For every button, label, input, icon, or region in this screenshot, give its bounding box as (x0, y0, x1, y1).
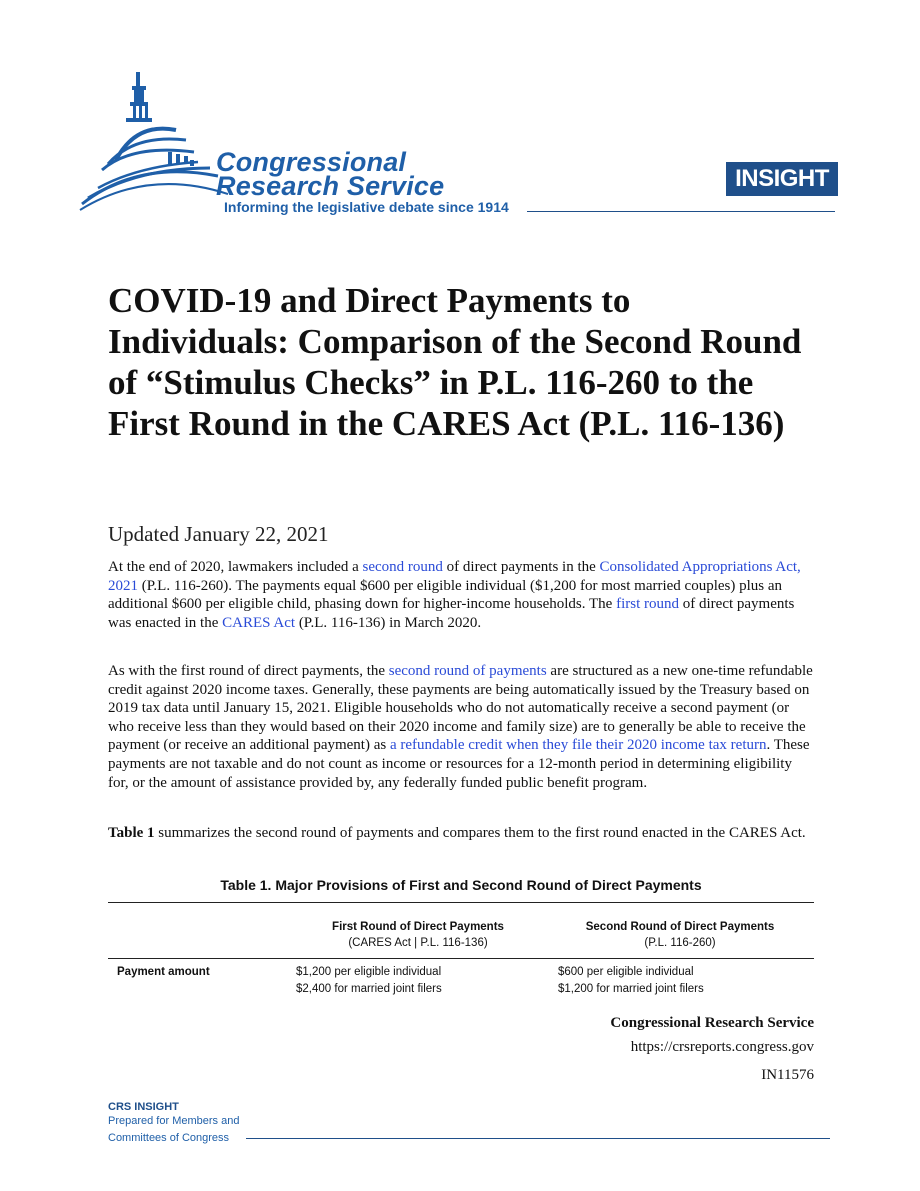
footer-url[interactable]: https://crsreports.congress.gov (630, 1039, 814, 1055)
column-title: Second Round of Direct Payments (585, 921, 775, 933)
text: summarizes the second round of payments and compares them to the first round enacted in the CARES Act. (154, 825, 806, 841)
insight-badge: INSIGHT (726, 162, 838, 196)
link-refundable-credit[interactable]: a refundable credit when they file their 2020 income tax return (389, 737, 767, 754)
table-ref: Table 1 (108, 825, 155, 841)
cell-second-round-amount (558, 964, 704, 998)
row-label-payment-amount: Payment amount (117, 966, 210, 978)
table-header-rule (108, 958, 814, 959)
column-subtitle: (CARES Act | P.L. 116-136) (348, 937, 488, 949)
link-second-round[interactable]: second round (362, 559, 443, 575)
cell-line: $2,400 for married joint filers (296, 983, 442, 995)
text: At the end of 2020, lawmakers included a (108, 559, 363, 575)
cell-line: $1,200 for married joint filers (558, 983, 704, 995)
link-consolidated-appropriations-act[interactable]: Consolidated Appropriations Act, 2021 (108, 559, 801, 594)
text: (P.L. 116-136) in March 2020. (295, 614, 482, 631)
link-cares-act[interactable]: CARES Act (222, 614, 296, 631)
link-second-round-of-payments[interactable]: second round of payments (388, 663, 547, 679)
report-id: IN11576 (761, 1067, 814, 1083)
cell-first-round-amount (296, 964, 442, 998)
footer-rule (246, 1138, 830, 1139)
link-first-round[interactable]: first round (616, 596, 679, 613)
table-caption: Table 1. Major Provisions of First and Second Round of Direct Payments (220, 877, 702, 893)
paragraph-2 (108, 662, 814, 792)
updated-date: Updated January 22, 2021 (108, 522, 329, 546)
prepared-for-line1: Prepared for Members and (108, 1115, 240, 1127)
org-name-line1: Congressional (216, 147, 407, 177)
report-title: COVID-19 and Direct Payments to Individuals: Comparison of the Second Round of “Stimulus Checks” in P.L. 116-260 to the First Round in the CARES Act (P.L. 116-136) (108, 281, 802, 443)
footer-org-name: Congressional Research Service (610, 1015, 814, 1031)
series-label: CRS INSIGHT (108, 1101, 179, 1113)
cell-line: $1,200 per eligible individual (296, 966, 442, 978)
crs-capitol-logo (78, 64, 228, 214)
text: of direct payments in the (442, 559, 600, 575)
paragraph-3 (108, 824, 814, 843)
prepared-for-line2: Committees of Congress (108, 1132, 230, 1144)
text: of direct payments was enacted in the (108, 596, 795, 631)
org-tagline: Informing the legislative debate since 1914 (224, 199, 509, 215)
cell-line: $600 per eligible individual (558, 966, 694, 978)
text: are structured as a new one-time refundable credit against 2020 income taxes. Generally, these payments are being automatically issued by the Treasury based on 2019 tax data until January 15, 2021. Eligible households who do not automatically receive a second payment (or who receive less than they would based on their 2020 income and family size) are to generally be able to receive the payment (or receive an additional payment) as (108, 663, 813, 754)
text: (P.L. 116-260). The payments equal $600 per eligible individual ($1,200 for most married couples) plus an additional $600 per eligible child, phasing down for higher-income households. The (108, 577, 783, 613)
column-header-first-round (300, 919, 536, 951)
column-subtitle: (P.L. 116-260) (644, 937, 716, 949)
text: . These payments are not taxable and do not count as income or resources for a 12-month period in determining eligibility for, or the amount of assistance provided by, any federally funded public benefit program. (108, 737, 810, 791)
org-name-line2: Research Service (216, 171, 445, 201)
column-title: First Round of Direct Payments (332, 921, 504, 933)
column-header-second-round (560, 919, 800, 951)
header-rule (527, 211, 835, 212)
table-top-rule (108, 902, 814, 903)
text: As with the first round of direct payments, the (108, 663, 389, 679)
paragraph-1 (108, 558, 814, 632)
